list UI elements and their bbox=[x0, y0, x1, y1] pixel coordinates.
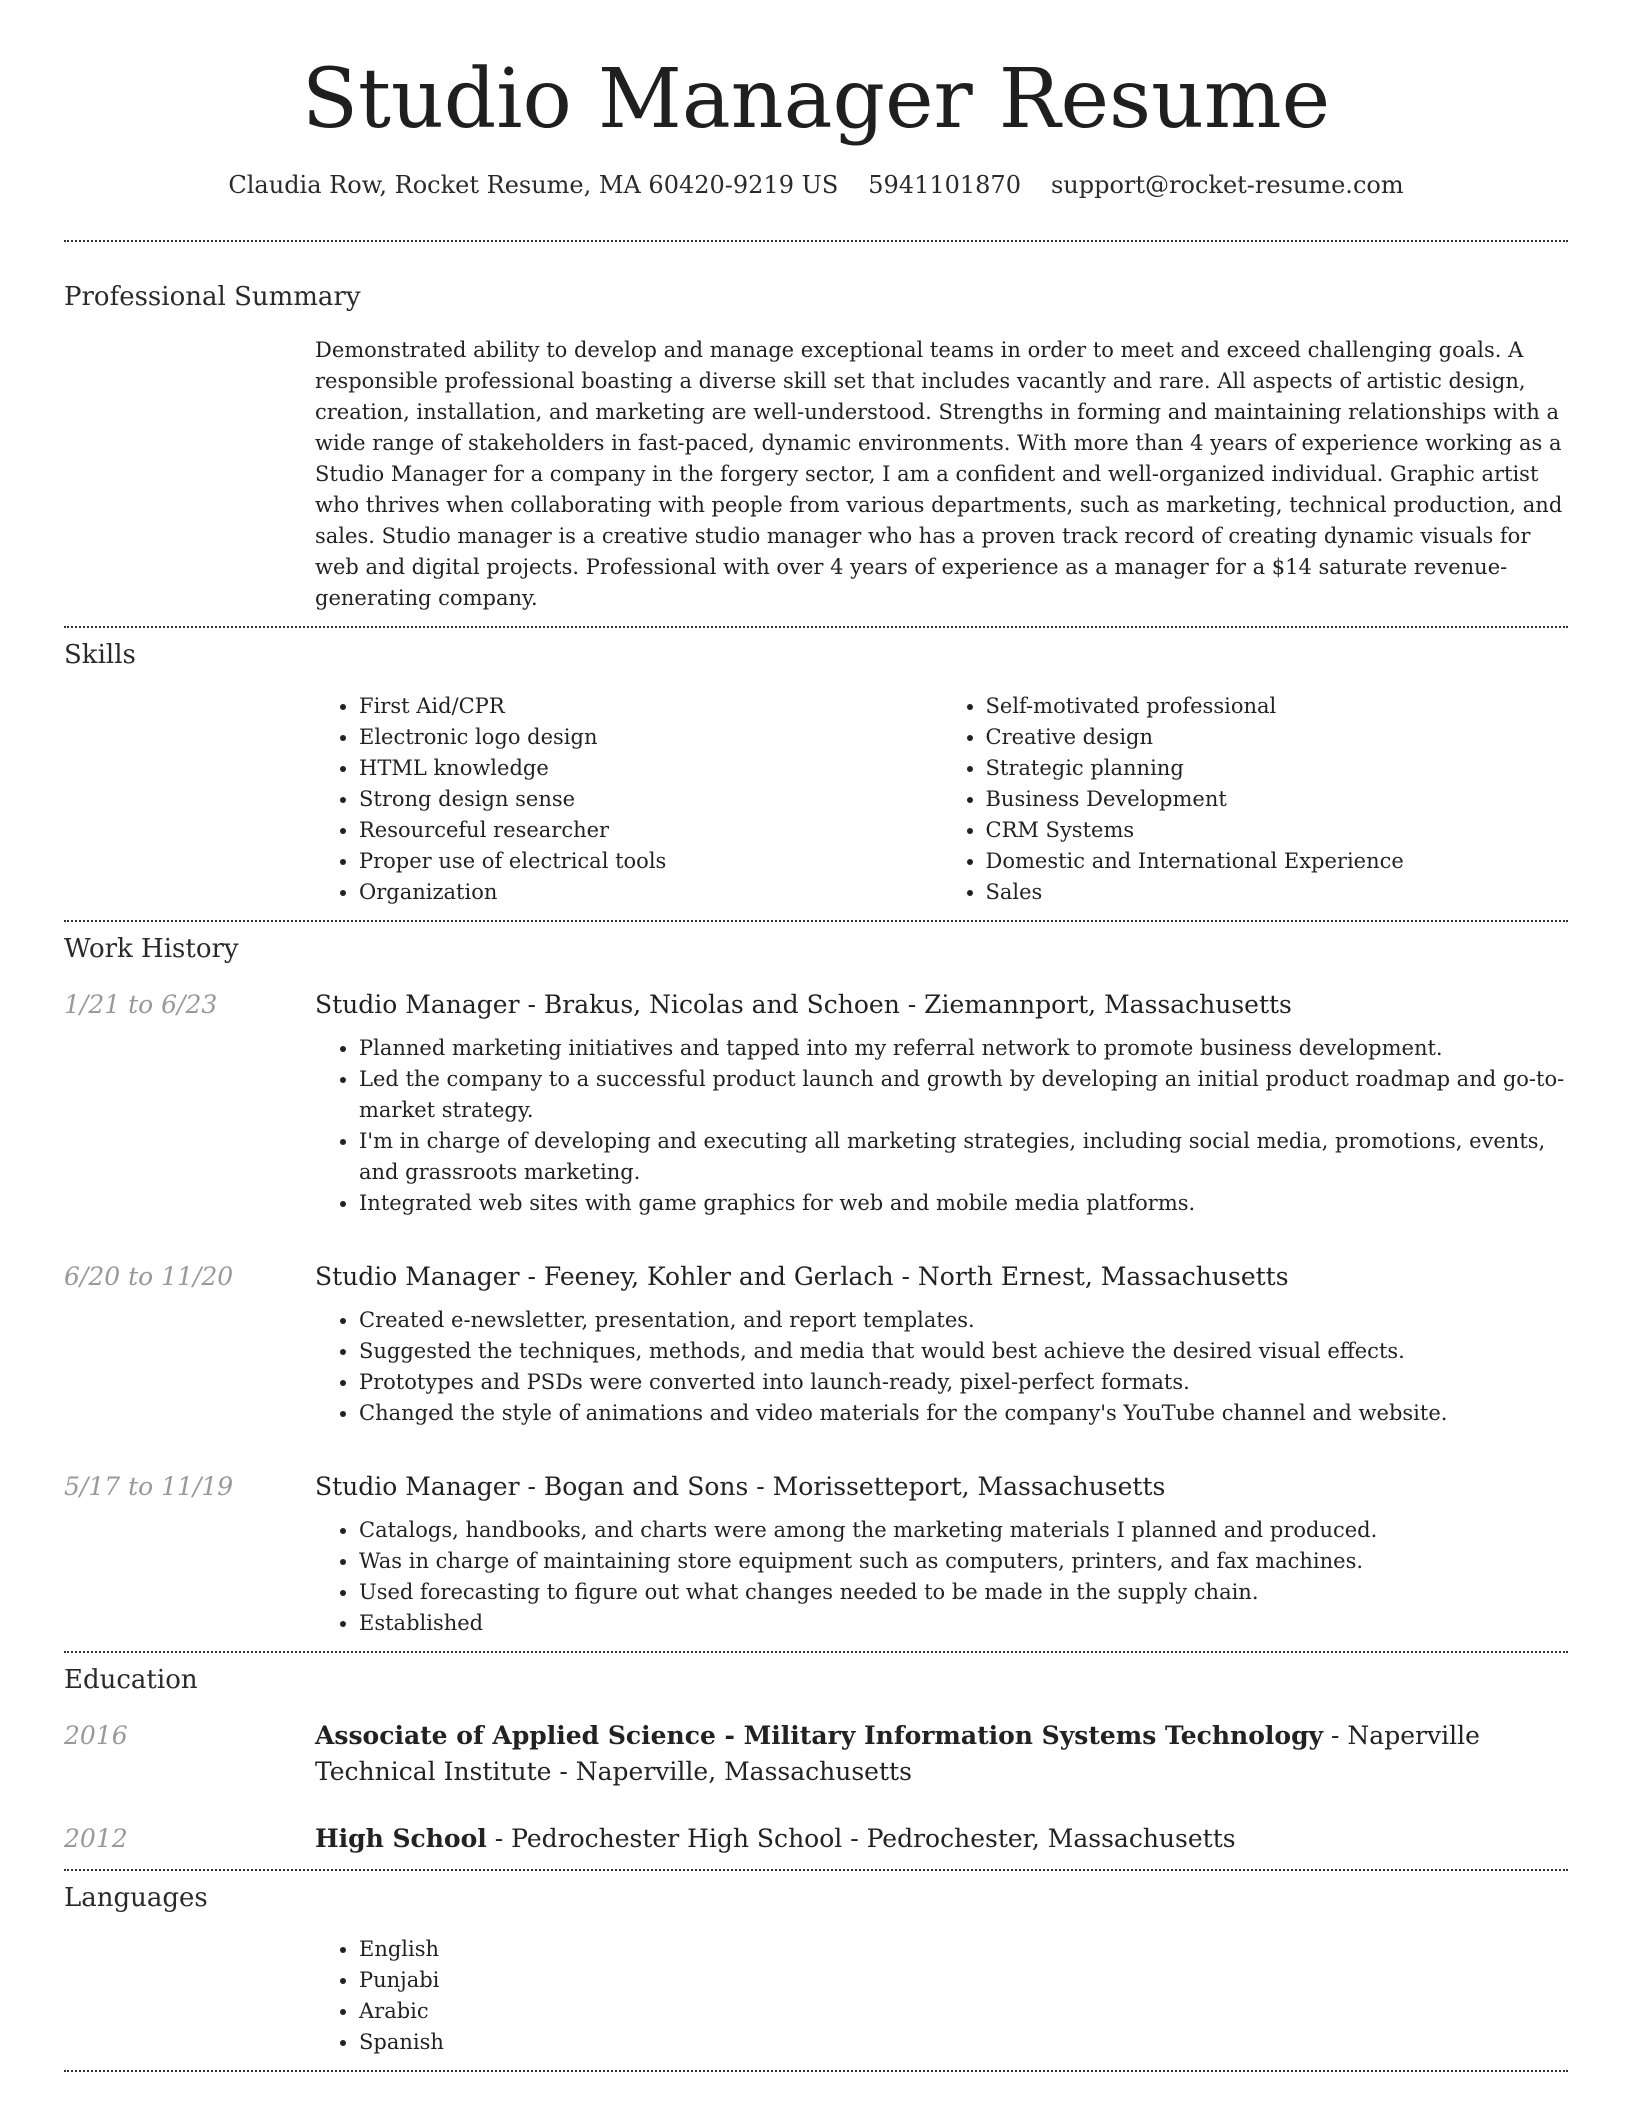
skill-item: • First Aid/CPR bbox=[359, 691, 942, 722]
job-bullet: • Used forecasting to figure out what changes needed to be made in the supply chain. bbox=[359, 1577, 1568, 1608]
summary-section bbox=[64, 281, 1568, 614]
skill-item: • Strategic planning bbox=[986, 753, 1569, 784]
contact-phone: 5941101870 bbox=[868, 171, 1021, 199]
job-bullets bbox=[315, 1305, 1568, 1429]
skill-item: • Domestic and International Experience bbox=[986, 846, 1569, 877]
job-bullet: • Was in charge of maintaining store equipment such as computers, printers, and fax machines. bbox=[359, 1546, 1568, 1577]
skill-item: • CRM Systems bbox=[986, 815, 1569, 846]
job-bullet: • Planned marketing initiatives and tapped into my referral network to promote business development. bbox=[359, 1033, 1568, 1064]
job-bullet: • Established bbox=[359, 1608, 1568, 1639]
divider bbox=[64, 1651, 1568, 1653]
skill-item: • HTML knowledge bbox=[359, 753, 942, 784]
skill-item: • Creative design bbox=[986, 722, 1569, 753]
education-degree: Associate of Applied Science - Military Information Systems Technology bbox=[315, 1721, 1324, 1750]
skill-item: • Resourceful researcher bbox=[359, 815, 942, 846]
skills-list-right bbox=[942, 691, 1569, 908]
job-bullets bbox=[315, 1033, 1568, 1219]
skill-item: • Self-motivated professional bbox=[986, 691, 1569, 722]
job-heading: Studio Manager - Feeney, Kohler and Gerlach - North Ernest, Massachusetts bbox=[315, 1262, 1289, 1291]
job-entry bbox=[64, 1469, 1568, 1639]
languages-section bbox=[64, 1882, 1568, 2058]
divider bbox=[64, 1869, 1568, 1871]
work-history-section bbox=[64, 933, 1568, 1639]
resume-page bbox=[64, 0, 1568, 2072]
language-item: • Arabic bbox=[359, 1996, 1568, 2027]
education-date: 2016 bbox=[64, 1721, 128, 1750]
language-item: • English bbox=[359, 1934, 1568, 1965]
summary-heading: Professional Summary bbox=[64, 282, 361, 312]
skills-heading: Skills bbox=[64, 640, 136, 670]
skills-section bbox=[64, 639, 1568, 908]
languages-list bbox=[315, 1934, 1568, 2058]
job-date: 1/21 to 6/23 bbox=[64, 990, 218, 1019]
skill-item: • Strong design sense bbox=[359, 784, 942, 815]
education-entry bbox=[64, 1718, 1568, 1790]
job-entry bbox=[64, 987, 1568, 1219]
job-bullet: • Prototypes and PSDs were converted into launch-ready, pixel-perfect formats. bbox=[359, 1367, 1568, 1398]
job-heading: Studio Manager - Bogan and Sons - Morissetteport, Massachusetts bbox=[315, 1472, 1166, 1501]
skill-item: • Organization bbox=[359, 877, 942, 908]
education-heading-line bbox=[315, 1821, 1568, 1857]
divider bbox=[64, 626, 1568, 628]
job-bullet: • Changed the style of animations and video materials for the company's YouTube channel and website. bbox=[359, 1398, 1568, 1429]
education-degree: High School bbox=[315, 1824, 487, 1853]
job-bullet: • Catalogs, handbooks, and charts were among the marketing materials I planned and produced. bbox=[359, 1515, 1568, 1546]
education-heading: Education bbox=[64, 1665, 198, 1695]
skill-item: • Sales bbox=[986, 877, 1569, 908]
skill-item: • Business Development bbox=[986, 784, 1569, 815]
job-bullets bbox=[315, 1515, 1568, 1639]
job-bullet: • Suggested the techniques, methods, and media that would best achieve the desired visual effects. bbox=[359, 1336, 1568, 1367]
divider bbox=[64, 2070, 1568, 2072]
skill-item: • Proper use of electrical tools bbox=[359, 846, 942, 877]
divider bbox=[64, 920, 1568, 922]
education-date: 2012 bbox=[64, 1824, 128, 1853]
contact-address: Claudia Row, Rocket Resume, MA 60420-9219 US bbox=[228, 171, 839, 199]
language-item: • Punjabi bbox=[359, 1965, 1568, 1996]
education-details: - Pedrochester High School - Pedrochester, Massachusetts bbox=[486, 1824, 1236, 1853]
education-heading-line bbox=[315, 1718, 1568, 1790]
job-heading: Studio Manager - Brakus, Nicolas and Schoen - Ziemannport, Massachusetts bbox=[315, 990, 1292, 1019]
job-date: 6/20 to 11/20 bbox=[64, 1262, 234, 1291]
job-date: 5/17 to 11/19 bbox=[64, 1472, 234, 1501]
divider bbox=[64, 240, 1568, 242]
languages-heading: Languages bbox=[64, 1883, 208, 1913]
skills-list-left bbox=[315, 691, 942, 908]
contact-line bbox=[64, 170, 1568, 200]
job-bullet: • I'm in charge of developing and executing all marketing strategies, including social media, promotions, events, and grassroots marketing. bbox=[359, 1126, 1568, 1188]
skill-item: • Electronic logo design bbox=[359, 722, 942, 753]
job-entry bbox=[64, 1259, 1568, 1429]
language-item: • Spanish bbox=[359, 2027, 1568, 2058]
job-bullet: • Led the company to a successful product launch and growth by developing an initial product roadmap and go-to-market strategy. bbox=[359, 1064, 1568, 1126]
contact-email: support@rocket-resume.com bbox=[1050, 171, 1404, 199]
work-history-heading: Work History bbox=[64, 934, 239, 964]
page-title: Studio Manager Resume bbox=[301, 52, 1331, 147]
education-details: - Naperville Technical Institute - Naperville, Massachusetts bbox=[315, 1721, 1480, 1786]
education-section bbox=[64, 1664, 1568, 1857]
job-bullet: • Created e-newsletter, presentation, and report templates. bbox=[359, 1305, 1568, 1336]
job-bullet: • Integrated web sites with game graphics for web and mobile media platforms. bbox=[359, 1188, 1568, 1219]
education-entry bbox=[64, 1821, 1568, 1857]
summary-text: Demonstrated ability to develop and manage exceptional teams in order to meet and exceed challenging goals. A responsible professional boasting a diverse skill set that includes vacantly and rare. All aspects of artistic design, creation, installation, and marketing are well-understood. Strengths in forming and maintaining relationships with a wide range of stakeholders in fast-paced, dynamic environments. With more than 4 years of experience working as a Studio Manager for a company in the forgery sector, I am a confident and well-organized individual. Graphic artist who thrives when collaborating with people from various departments, such as marketing, technical production, and sales. Studio manager is a creative studio manager who has a proven track record of creating dynamic visuals for web and digital projects. Professional with over 4 years of experience as a manager for a $14 saturate revenue-generating company. bbox=[315, 338, 1563, 610]
